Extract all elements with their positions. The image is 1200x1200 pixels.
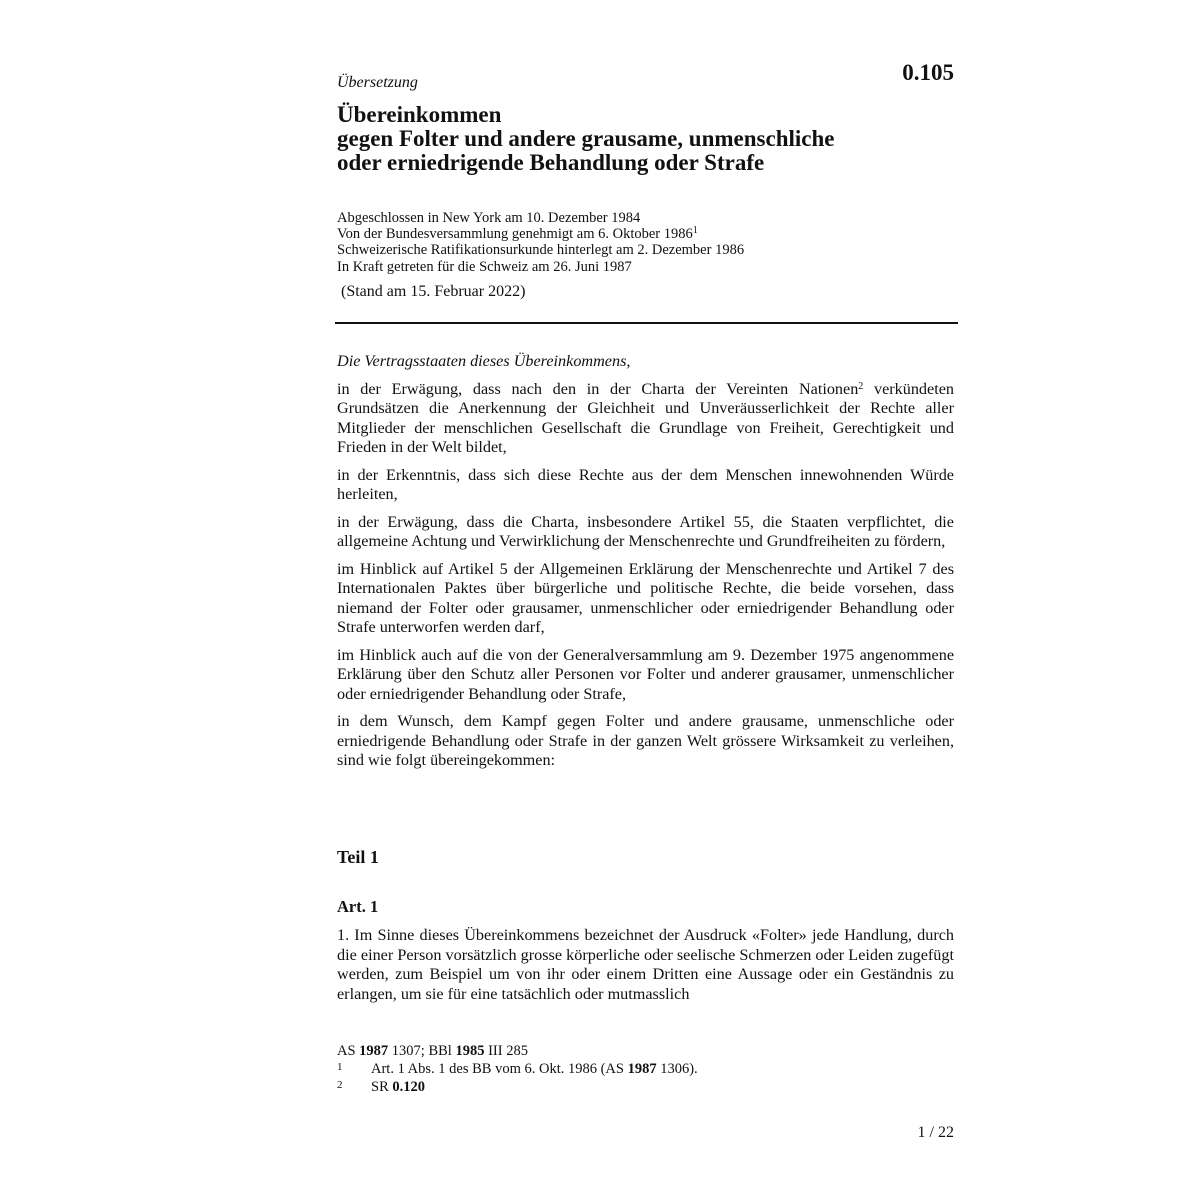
approved-text: Von der Bundesversammlung genehmigt am 6. Oktober 1986 — [337, 226, 693, 243]
preamble-text: verkündeten Grundsätzen die Anerkennung der Gleichheit und Unveräusserlichkeit der Rechte aller Mitglieder der menschlichen Gesellschaft die Grundlage von Freiheit, Gerechtigkeit und Frieden in der Welt bildet, — [337, 379, 954, 456]
header-divider — [335, 322, 958, 324]
part-heading: Teil 1 — [337, 847, 379, 867]
ref-text: III 285 — [484, 1043, 528, 1059]
title-line: oder erniedrigende Behandlung oder Strafe — [337, 150, 765, 175]
ref-text: 1307; BBl — [388, 1043, 456, 1059]
article-heading: Art. 1 — [337, 897, 379, 916]
preamble-paragraph: im Hinblick auch auf die von der Generalversammlung am 9. Dezember 1975 angenommene Erklärung über den Schutz aller Personen vor Folter und anderer grausamer, unmenschlicher oder erniedrigender Behandlung oder Strafe, — [337, 645, 954, 703]
footnote-2 — [337, 1077, 698, 1095]
article-paragraph: 1. Im Sinne dieses Übereinkommens bezeichnet der Ausdruck «Folter» jede Handlung, durch die einer Person vorsätzlich grosse körperliche oder seelische Schmerzen oder Leiden zugefügt werden, zum Beispiel um von ihr oder einem Dritten eine Aussage oder ein Geständnis zu erlangen, um sie für eine tatsächlich oder mutmasslich — [337, 926, 954, 1003]
publication-reference — [337, 1043, 698, 1059]
footnote-text: 1306). — [656, 1061, 698, 1077]
status-date: (Stand am 15. Februar 2022) — [341, 283, 526, 300]
footnote-text: Art. 1 Abs. 1 des BB vom 6. Okt. 1986 (AS — [371, 1061, 628, 1077]
preamble-paragraph: in der Erkenntnis, dass sich diese Rechte aus der dem Menschen innewohnenden Würde herleiten, — [337, 465, 954, 503]
ref-year: 1987 — [359, 1043, 389, 1059]
footnote-number: 2 — [337, 1079, 343, 1091]
preamble-paragraph: im Hinblick auf Artikel 5 der Allgemeinen Erklärung der Menschenrechte und Artikel 7 des Internationalen Paktes über bürgerliche und politische Rechte, die beide vorsehen, dass niemand der Folter oder grausamer, unmenschlicher oder erniedrigender Behandlung oder Strafe unterworfen werden darf, — [337, 559, 954, 636]
page-number: 1 / 22 — [917, 1124, 954, 1141]
footnote-text: SR — [371, 1079, 393, 1095]
ref-text: AS — [337, 1043, 360, 1059]
in-force-line: In Kraft getreten für die Schweiz am 26. Juni 1987 — [337, 258, 632, 275]
footnote-1 — [337, 1059, 698, 1077]
footnote-sr-number: 0.120 — [392, 1079, 425, 1095]
preamble-heading: Die Vertragsstaaten dieses Übereinkommens, — [337, 352, 631, 370]
approved-line — [337, 226, 744, 242]
treaty-metadata — [337, 210, 744, 275]
preamble — [337, 352, 954, 779]
preamble-paragraph: in dem Wunsch, dem Kampf gegen Folter und andere grausame, unmenschliche oder erniedrigende Behandlung oder Strafe in der ganzen Welt grössere Wirksamkeit zu verleihen, sind wie folgt übereingekommen: — [337, 712, 954, 769]
footnote-ref[interactable]: 2 — [858, 380, 864, 392]
ref-year: 1985 — [455, 1043, 485, 1059]
title-line: Übereinkommen — [337, 102, 502, 127]
translation-label: Übersetzung — [337, 74, 418, 91]
footnote-year: 1987 — [627, 1061, 657, 1077]
preamble-paragraph: in der Erwägung, dass die Charta, insbesondere Artikel 55, die Staaten verpflichtet, die allgemeine Achtung und Verwirklichung der Menschenrechte und Grundfreiheiten zu fördern, — [337, 512, 954, 550]
document-page — [337, 0, 958, 1200]
footnote-ref[interactable]: 1 — [692, 225, 698, 237]
title-line: gegen Folter und andere grausame, unmenschliche — [337, 126, 835, 151]
footnote-number: 1 — [337, 1061, 343, 1073]
preamble-paragraph — [337, 380, 954, 458]
ratification-line: Schweizerische Ratifikationsurkunde hinterlegt am 2. Dezember 1986 — [337, 242, 745, 259]
document-title — [337, 103, 834, 175]
preamble-text: in der Erwägung, dass nach den in der Charta der Vereinten Nationen — [337, 379, 859, 398]
sr-number: 0.105 — [902, 60, 954, 85]
concluded-line: Abgeschlossen in New York am 10. Dezember 1984 — [337, 210, 641, 226]
footnotes — [337, 1043, 698, 1095]
